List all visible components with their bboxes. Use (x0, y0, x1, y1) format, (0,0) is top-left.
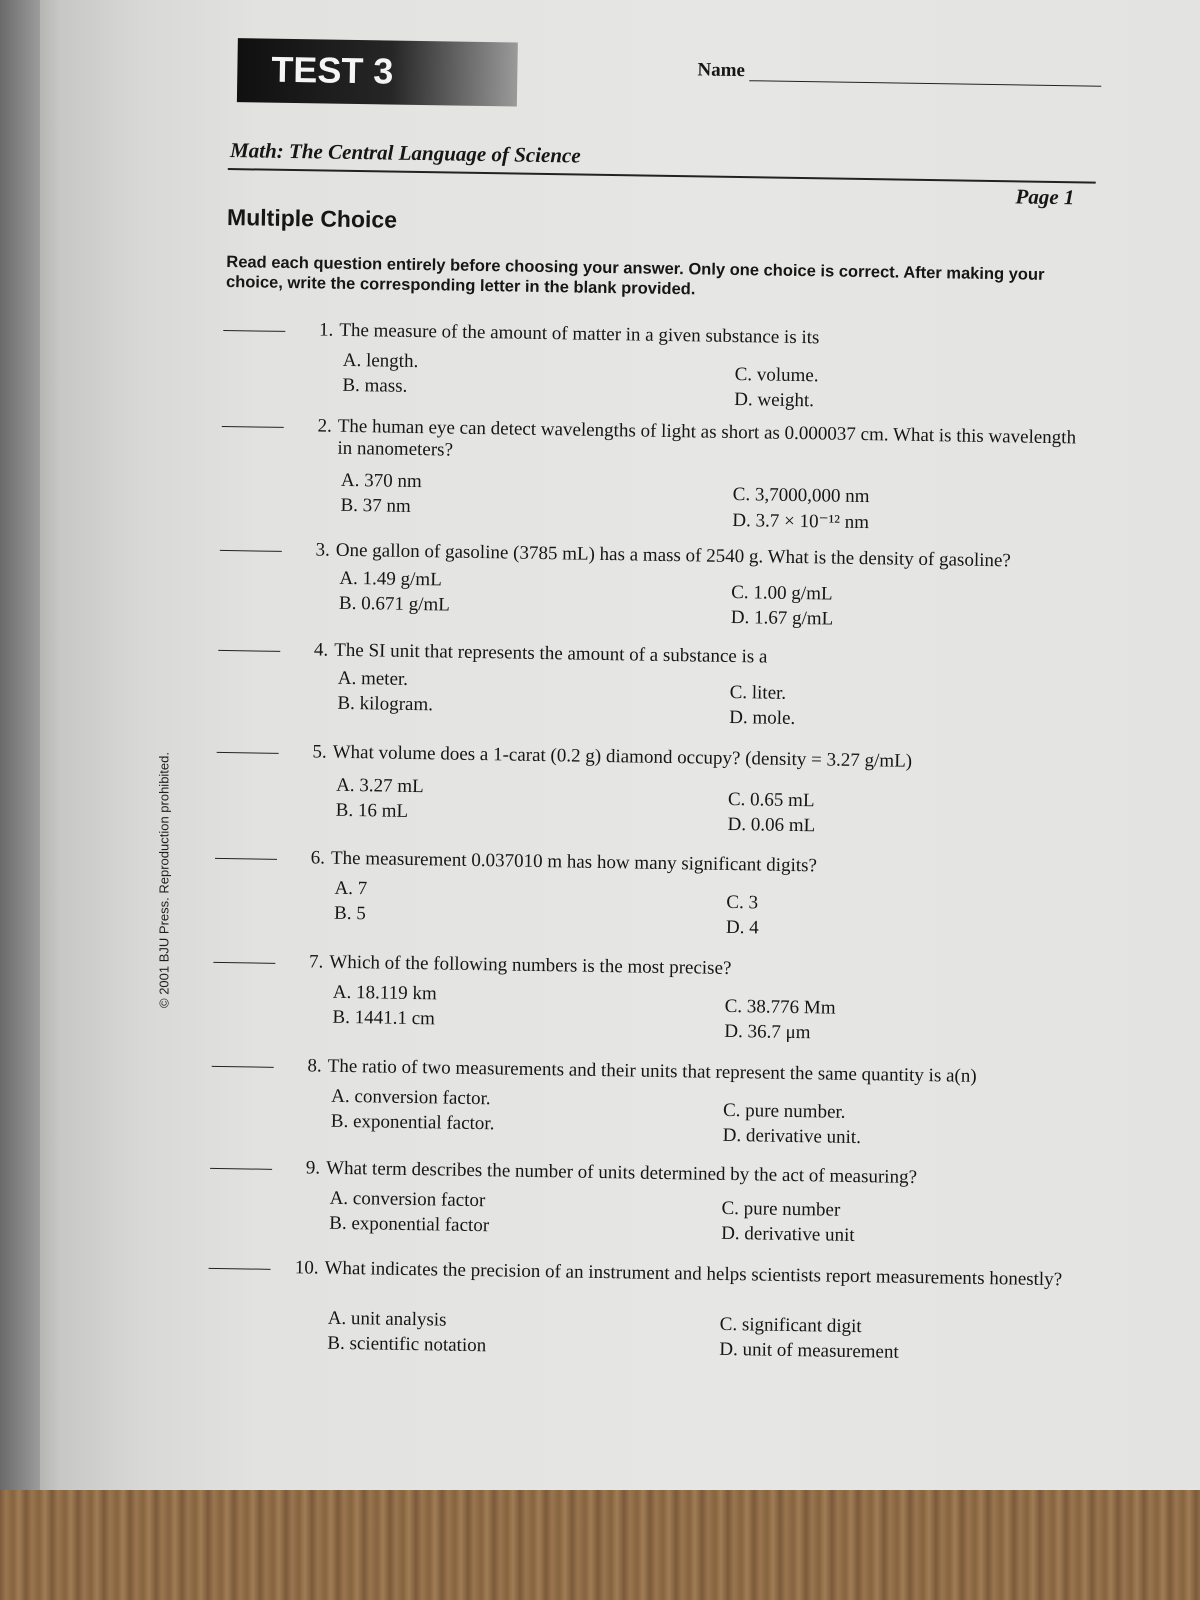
option-d: D. 36.7 μm (724, 1020, 811, 1044)
option-b: B. mass. (342, 374, 408, 397)
question-number: 1. (318, 319, 334, 341)
question-number: 6. (310, 847, 326, 869)
option-c: C. 1.00 g/mL (731, 581, 833, 605)
option-a: A. 7 (334, 877, 368, 900)
question-number: 5. (312, 741, 327, 763)
page-number: Page 1 (1015, 184, 1075, 210)
question-1 (223, 318, 1103, 412)
question-8 (212, 1054, 1092, 1149)
option-a: A. unit analysis (327, 1307, 447, 1331)
option-c: C. volume. (734, 364, 819, 387)
question-2 (222, 414, 1102, 534)
test-title: TEST 3 (271, 48, 394, 92)
option-d: D. unit of measurement (719, 1338, 899, 1363)
question-6 (215, 846, 1095, 939)
question-text: The SI unit that represents the amount of a substance is a (334, 639, 768, 668)
answer-blank[interactable] (220, 550, 282, 552)
answer-blank[interactable] (223, 330, 285, 332)
option-c: C. pure number. (722, 1099, 846, 1123)
question-text: Which of the following numbers is the most precise? (329, 951, 732, 980)
option-b: B. exponential factor. (330, 1110, 495, 1135)
book-spine (0, 0, 40, 1490)
option-b: B. 0.671 g/mL (338, 592, 451, 616)
name-blank[interactable] (749, 80, 1101, 87)
question-number: 8. (307, 1055, 322, 1077)
question-number: 10. (294, 1257, 319, 1279)
question-number: 9. (305, 1157, 321, 1179)
option-b: B. 37 nm (340, 494, 411, 517)
option-d: D. derivative unit (720, 1222, 855, 1246)
answer-blank[interactable] (217, 752, 279, 754)
question-text: The human eye can detect wavelengths of light as short as 0.000037 cm. What is this wavelength in nanometers? (337, 415, 1077, 461)
answer-blank[interactable] (215, 858, 277, 860)
answer-blank[interactable] (209, 1268, 271, 1270)
question-number: 3. (315, 539, 331, 561)
answer-blank[interactable] (222, 426, 284, 428)
question-number: 4. (313, 639, 329, 661)
option-d: D. 1.67 g/mL (730, 606, 834, 630)
option-b: B. kilogram. (337, 692, 434, 716)
option-a: A. conversion factor (329, 1187, 486, 1212)
instructions: Read each question entirely before choosing your answer. Only one choice is correct. After making your choice, write the corresponding letter in the blank provided. (225, 253, 1045, 299)
option-c: C. 3,7000,000 nm (732, 483, 870, 508)
option-c: C. significant digit (719, 1313, 862, 1338)
question-text: What term describes the number of units determined by the act of measuring? (325, 1157, 918, 1188)
option-c: C. liter. (729, 681, 787, 704)
page-content (206, 30, 1108, 1444)
option-a: A. 370 nm (340, 469, 422, 493)
answer-blank[interactable] (212, 1066, 274, 1068)
question-number: 7. (308, 951, 324, 973)
option-a: A. conversion factor. (331, 1085, 491, 1110)
option-d: D. 3.7 × 10⁻¹² nm (732, 509, 870, 534)
copyright-notice: © 2001 BJU Press. Reproduction prohibited. (156, 752, 172, 1008)
option-d: D. weight. (734, 388, 815, 412)
option-b: B. 16 mL (335, 799, 409, 822)
question-text: The measurement 0.037010 m has how many significant digits? (330, 847, 818, 877)
option-b: B. exponential factor (329, 1212, 490, 1237)
name-label: Name (697, 59, 746, 82)
header-rule (228, 168, 1096, 184)
option-c: C. pure number (721, 1197, 841, 1221)
test-banner (237, 38, 518, 106)
option-b: B. scientific notation (327, 1332, 487, 1357)
section-title: Multiple Choice (226, 204, 398, 233)
question-text: What indicates the precision of an instrument and helps scientists report measurements honestly? (324, 1257, 1063, 1291)
option-d: D. 4 (725, 916, 759, 939)
option-c: C. 3 (726, 891, 759, 914)
option-d: D. 0.06 mL (727, 813, 816, 837)
option-c: C. 0.65 mL (727, 788, 815, 812)
question-3 (220, 538, 1100, 630)
question-4 (218, 638, 1098, 729)
option-a: A. meter. (337, 667, 409, 690)
question-10 (209, 1256, 1089, 1363)
option-c: C. 38.776 Mm (724, 995, 836, 1019)
option-a: A. 1.49 g/mL (339, 567, 442, 591)
option-d: D. mole. (729, 706, 796, 729)
option-a: A. 18.119 km (332, 981, 437, 1005)
subject-title: Math: The Central Language of Science (229, 138, 581, 168)
question-text: The measure of the amount of matter in a given substance is its (339, 319, 820, 349)
answer-blank[interactable] (218, 650, 280, 652)
question-text: The ratio of two measurements and their units that represent the same quantity is a(n) (327, 1055, 977, 1087)
option-a: A. 3.27 mL (335, 774, 424, 798)
answer-blank[interactable] (210, 1168, 272, 1170)
question-5 (217, 740, 1097, 837)
option-b: B. 5 (333, 902, 366, 925)
option-d: D. derivative unit. (722, 1124, 862, 1149)
question-number: 2. (317, 415, 332, 437)
option-a: A. length. (342, 349, 419, 373)
option-b: B. 1441.1 cm (332, 1006, 436, 1030)
question-9 (210, 1156, 1090, 1246)
question-text: What volume does a 1-carat (0.2 g) diamond occupy? (density = 3.27 g/mL) (332, 741, 913, 772)
question-7 (214, 950, 1094, 1044)
answer-blank[interactable] (213, 962, 275, 964)
question-text: One gallon of gasoline (3785 mL) has a mass of 2540 g. What is the density of gasoline? (335, 539, 1012, 572)
